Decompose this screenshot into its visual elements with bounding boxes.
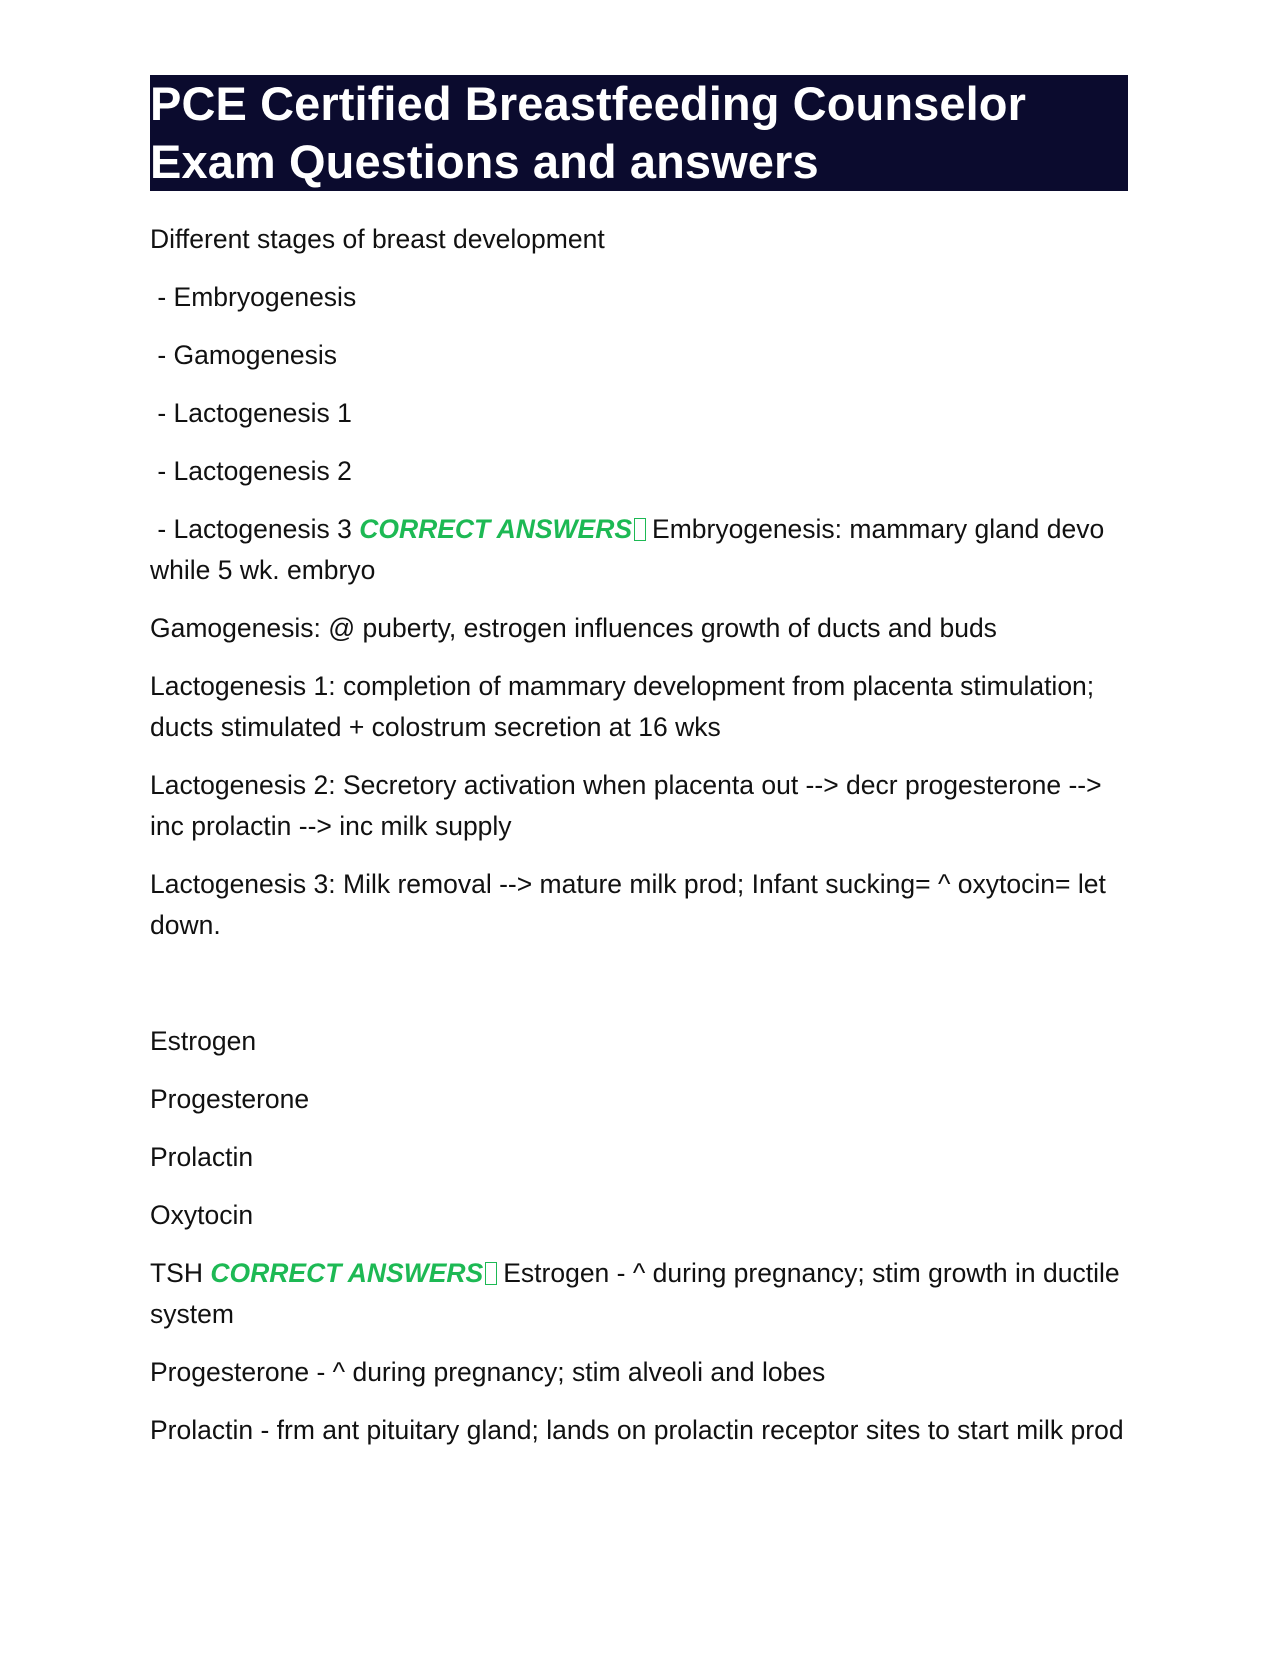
placeholder-box-icon: [485, 1262, 497, 1285]
answer-paragraph: Lactogenesis 2: Secretory activation when placenta out --> decr progesterone --> inc prolactin --> inc milk supply: [150, 770, 1102, 841]
question-1-option: - Embryogenesis: [150, 282, 357, 312]
question-2-answer-line: [150, 1253, 1128, 1335]
placeholder-box-icon: [634, 518, 646, 541]
question-1-intro: Different stages of breast development: [150, 224, 605, 254]
question-1-last-option: - Lactogenesis 3: [150, 514, 360, 544]
answer-paragraph: Prolactin - frm ant pituitary gland; lands on prolactin receptor sites to start milk prod: [150, 1415, 1124, 1445]
question-2-item: Estrogen: [150, 1026, 257, 1056]
question-2-item: Progesterone: [150, 1084, 310, 1114]
question-2-item: Oxytocin: [150, 1200, 254, 1230]
answer-paragraph: Lactogenesis 3: Milk removal --> mature milk prod; Infant sucking= ^ oxytocin= let down.: [150, 869, 1106, 940]
blank-line: [150, 963, 1128, 1004]
question-2-item: Prolactin: [150, 1142, 254, 1172]
answer-paragraph: Lactogenesis 1: completion of mammary development from placenta stimulation; ducts stimulated + colostrum secretion at 16 wks: [150, 671, 1095, 742]
question-2-answer-text: Estrogen - ^ during pregnancy; stim growth in ductile system: [150, 1258, 1120, 1329]
question-1-option: - Lactogenesis 1: [150, 398, 352, 428]
answer-paragraph: Gamogenesis: @ puberty, estrogen influences growth of ducts and buds: [150, 613, 997, 643]
answer-paragraph: Progesterone - ^ during pregnancy; stim alveoli and lobes: [150, 1357, 826, 1387]
correct-answers-label: CORRECT ANSWERS: [210, 1258, 484, 1288]
question-1-answer-text: Embryogenesis: mammary gland devo while 5 wk. embryo: [150, 514, 1105, 585]
question-1-option: - Gamogenesis: [150, 340, 338, 370]
question-1-answer-line: [150, 509, 1128, 591]
page-title-line-2: Exam Questions and answers: [150, 135, 819, 188]
page-title-line-1: PCE Certified Breastfeeding Counselor: [150, 77, 1026, 130]
document-body: [150, 219, 1128, 1451]
correct-answers-label: CORRECT ANSWERS: [359, 514, 633, 544]
question-1-option: - Lactogenesis 2: [150, 456, 352, 486]
title-banner: [150, 75, 1128, 191]
question-2-last-item: TSH: [150, 1258, 211, 1288]
document-page: [150, 75, 1128, 1468]
